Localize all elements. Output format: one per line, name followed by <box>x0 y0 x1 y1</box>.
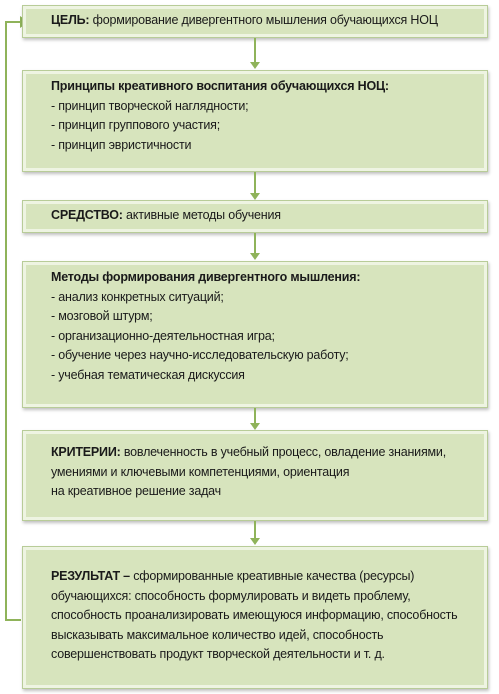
principles-box <box>22 70 488 172</box>
goal-text: формирование дивергентного мышления обучающихся НОЦ <box>89 13 438 27</box>
means-box <box>22 200 488 233</box>
result-box <box>22 546 488 689</box>
result-line-3: способность проанализировать имеющуюся информацию, способность <box>51 608 458 622</box>
arrow-down-1 <box>254 38 256 63</box>
means-label: СРЕДСТВО: <box>51 208 123 222</box>
criteria-line-1: вовлеченность в учебный процесс, овладение знаниями, <box>120 445 446 459</box>
goal-box <box>22 5 488 38</box>
arrow-down-4 <box>254 408 256 424</box>
arrow-down-2 <box>254 172 256 194</box>
result-label: РЕЗУЛЬТАТ – <box>51 569 130 583</box>
criteria-line-2: умениями и ключевыми компетенциями, ориентация <box>51 464 350 479</box>
principles-item-1: - принцип творческой наглядности; <box>51 98 249 113</box>
methods-item-5: - учебная тематическая дискуссия <box>51 367 245 382</box>
methods-item-3: - организационно-деятельностная игра; <box>51 328 275 343</box>
feedback-line-vertical <box>5 21 7 621</box>
criteria-label: КРИТЕРИИ: <box>51 445 121 459</box>
methods-item-2: - мозговой штурм; <box>51 309 153 323</box>
result-line-4: высказывать максимальное количество идей, способность <box>51 627 384 642</box>
criteria-box <box>22 430 488 521</box>
principles-item-3: - принцип эвристичности <box>51 137 192 152</box>
methods-item-1: - анализ конкретных ситуаций; <box>51 289 224 304</box>
methods-item-4: - обучение через научно-исследовательскую работу; <box>51 348 349 362</box>
methods-title: Методы формирования дивергентного мышления: <box>51 270 361 284</box>
goal-label: ЦЕЛЬ: <box>51 13 90 27</box>
means-text: активные методы обучения <box>122 208 281 222</box>
result-line-2: обучающихся: способность формулировать и видеть проблему, <box>51 588 411 603</box>
principles-title: Принципы креативного воспитания обучающихся НОЦ: <box>51 79 389 93</box>
result-line-1: сформированные креативные качества (ресурсы) <box>129 569 415 583</box>
methods-box <box>22 261 488 408</box>
arrow-down-5 <box>254 521 256 539</box>
feedback-line-top <box>5 21 21 23</box>
result-line-5: совершенствовать продукт творческой деятельности и т. д. <box>51 647 385 661</box>
arrow-down-3 <box>254 233 256 254</box>
criteria-line-3: на креативное решение задач <box>51 484 221 498</box>
principles-item-2: - принцип группового участия; <box>51 118 221 132</box>
feedback-line-bottom <box>5 619 21 621</box>
